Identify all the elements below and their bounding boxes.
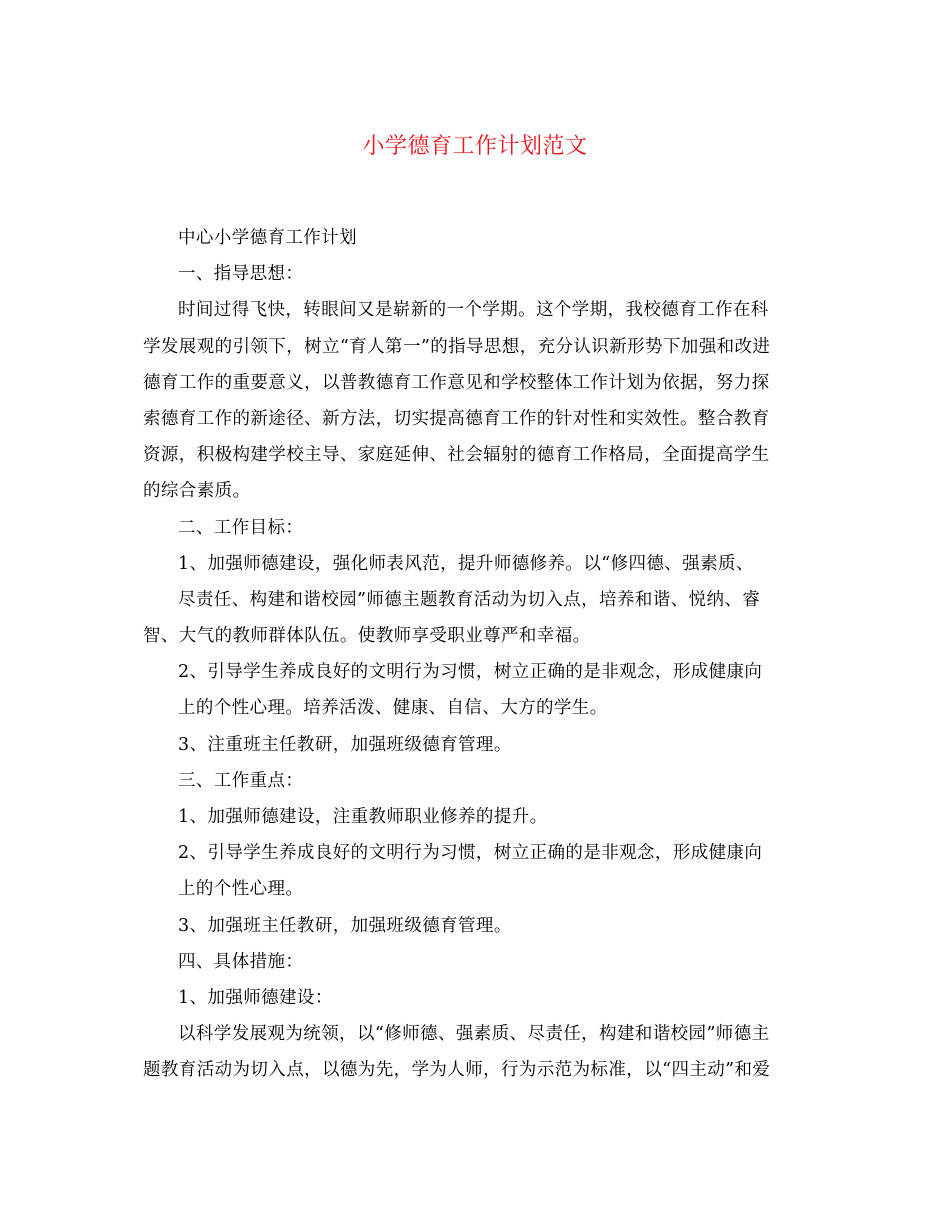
text-line: 3、注重班主任教研，加强班级德育管理。 (178, 734, 512, 755)
text-line: 上的个性心理。培养活泼、健康、自信、大方的学生。 (178, 698, 608, 719)
text-line: 1、加强师德建设，强化师表风范，提升师德修养。以“修四德、强素质、 (178, 553, 754, 574)
document-body (143, 220, 803, 1089)
text-line: 3、加强班主任教研，加强班级德育管理。 (178, 915, 512, 936)
text-line: 1、加强师德建设，注重教师职业修养的提升。 (178, 807, 548, 827)
text-line: 索德育工作的新途径、新方法，切实提高德育工作的针对性和实效性。整合教育 (143, 408, 770, 429)
text-line: 德育工作的重要意义，以普教德育工作意见和学校整体工作计划为依据，努力探 (143, 372, 770, 393)
text-line: 四、具体措施： (178, 951, 304, 972)
text-line: 一、指导思想： (178, 264, 304, 285)
text-line: 以科学发展观为统领，以“修师德、强素质、尽责任，构建和谐校园”师德主 (178, 1024, 770, 1045)
document-title: 小学德育工作计划范文 (362, 134, 588, 159)
text-line: 尽责任、构建和谐校园”师德主题教育活动为切入点，培养和谐、悦纳、睿 (178, 589, 761, 610)
text-line: 智、大气的教师群体队伍。使教师享受职业尊严和幸福。 (143, 626, 591, 647)
text-line: 二、工作目标： (178, 517, 304, 538)
text-line: 三、工作重点： (178, 770, 304, 791)
text-line: 的综合素质。 (143, 481, 251, 502)
text-line: 中心小学德育工作计划 (178, 228, 357, 248)
text-line: 题教育活动为切入点，以德为先，学为人师，行为示范为标准，以“四主动”和爱 (143, 1060, 771, 1081)
text-line: 时间过得飞快，转眼间又是崭新的一个学期。这个学期，我校德育工作在科 (178, 300, 769, 321)
text-line: 上的个性心理。 (178, 879, 304, 900)
text-line: 资源，积极构建学校主导、家庭延伸、社会辐射的德育工作格局，全面提高学生 (143, 445, 770, 466)
text-line: 2、引导学生养成良好的文明行为习惯，树立正确的是非观念，形成健康向 (178, 843, 763, 864)
text-line: 1、加强师德建设： (178, 987, 333, 1008)
text-line: 学发展观的引领下，树立“育人第一”的指导思想，充分认识新形势下加强和改进 (143, 336, 771, 357)
text-line: 2、引导学生养成良好的文明行为习惯，树立正确的是非观念，形成健康向 (178, 662, 763, 683)
